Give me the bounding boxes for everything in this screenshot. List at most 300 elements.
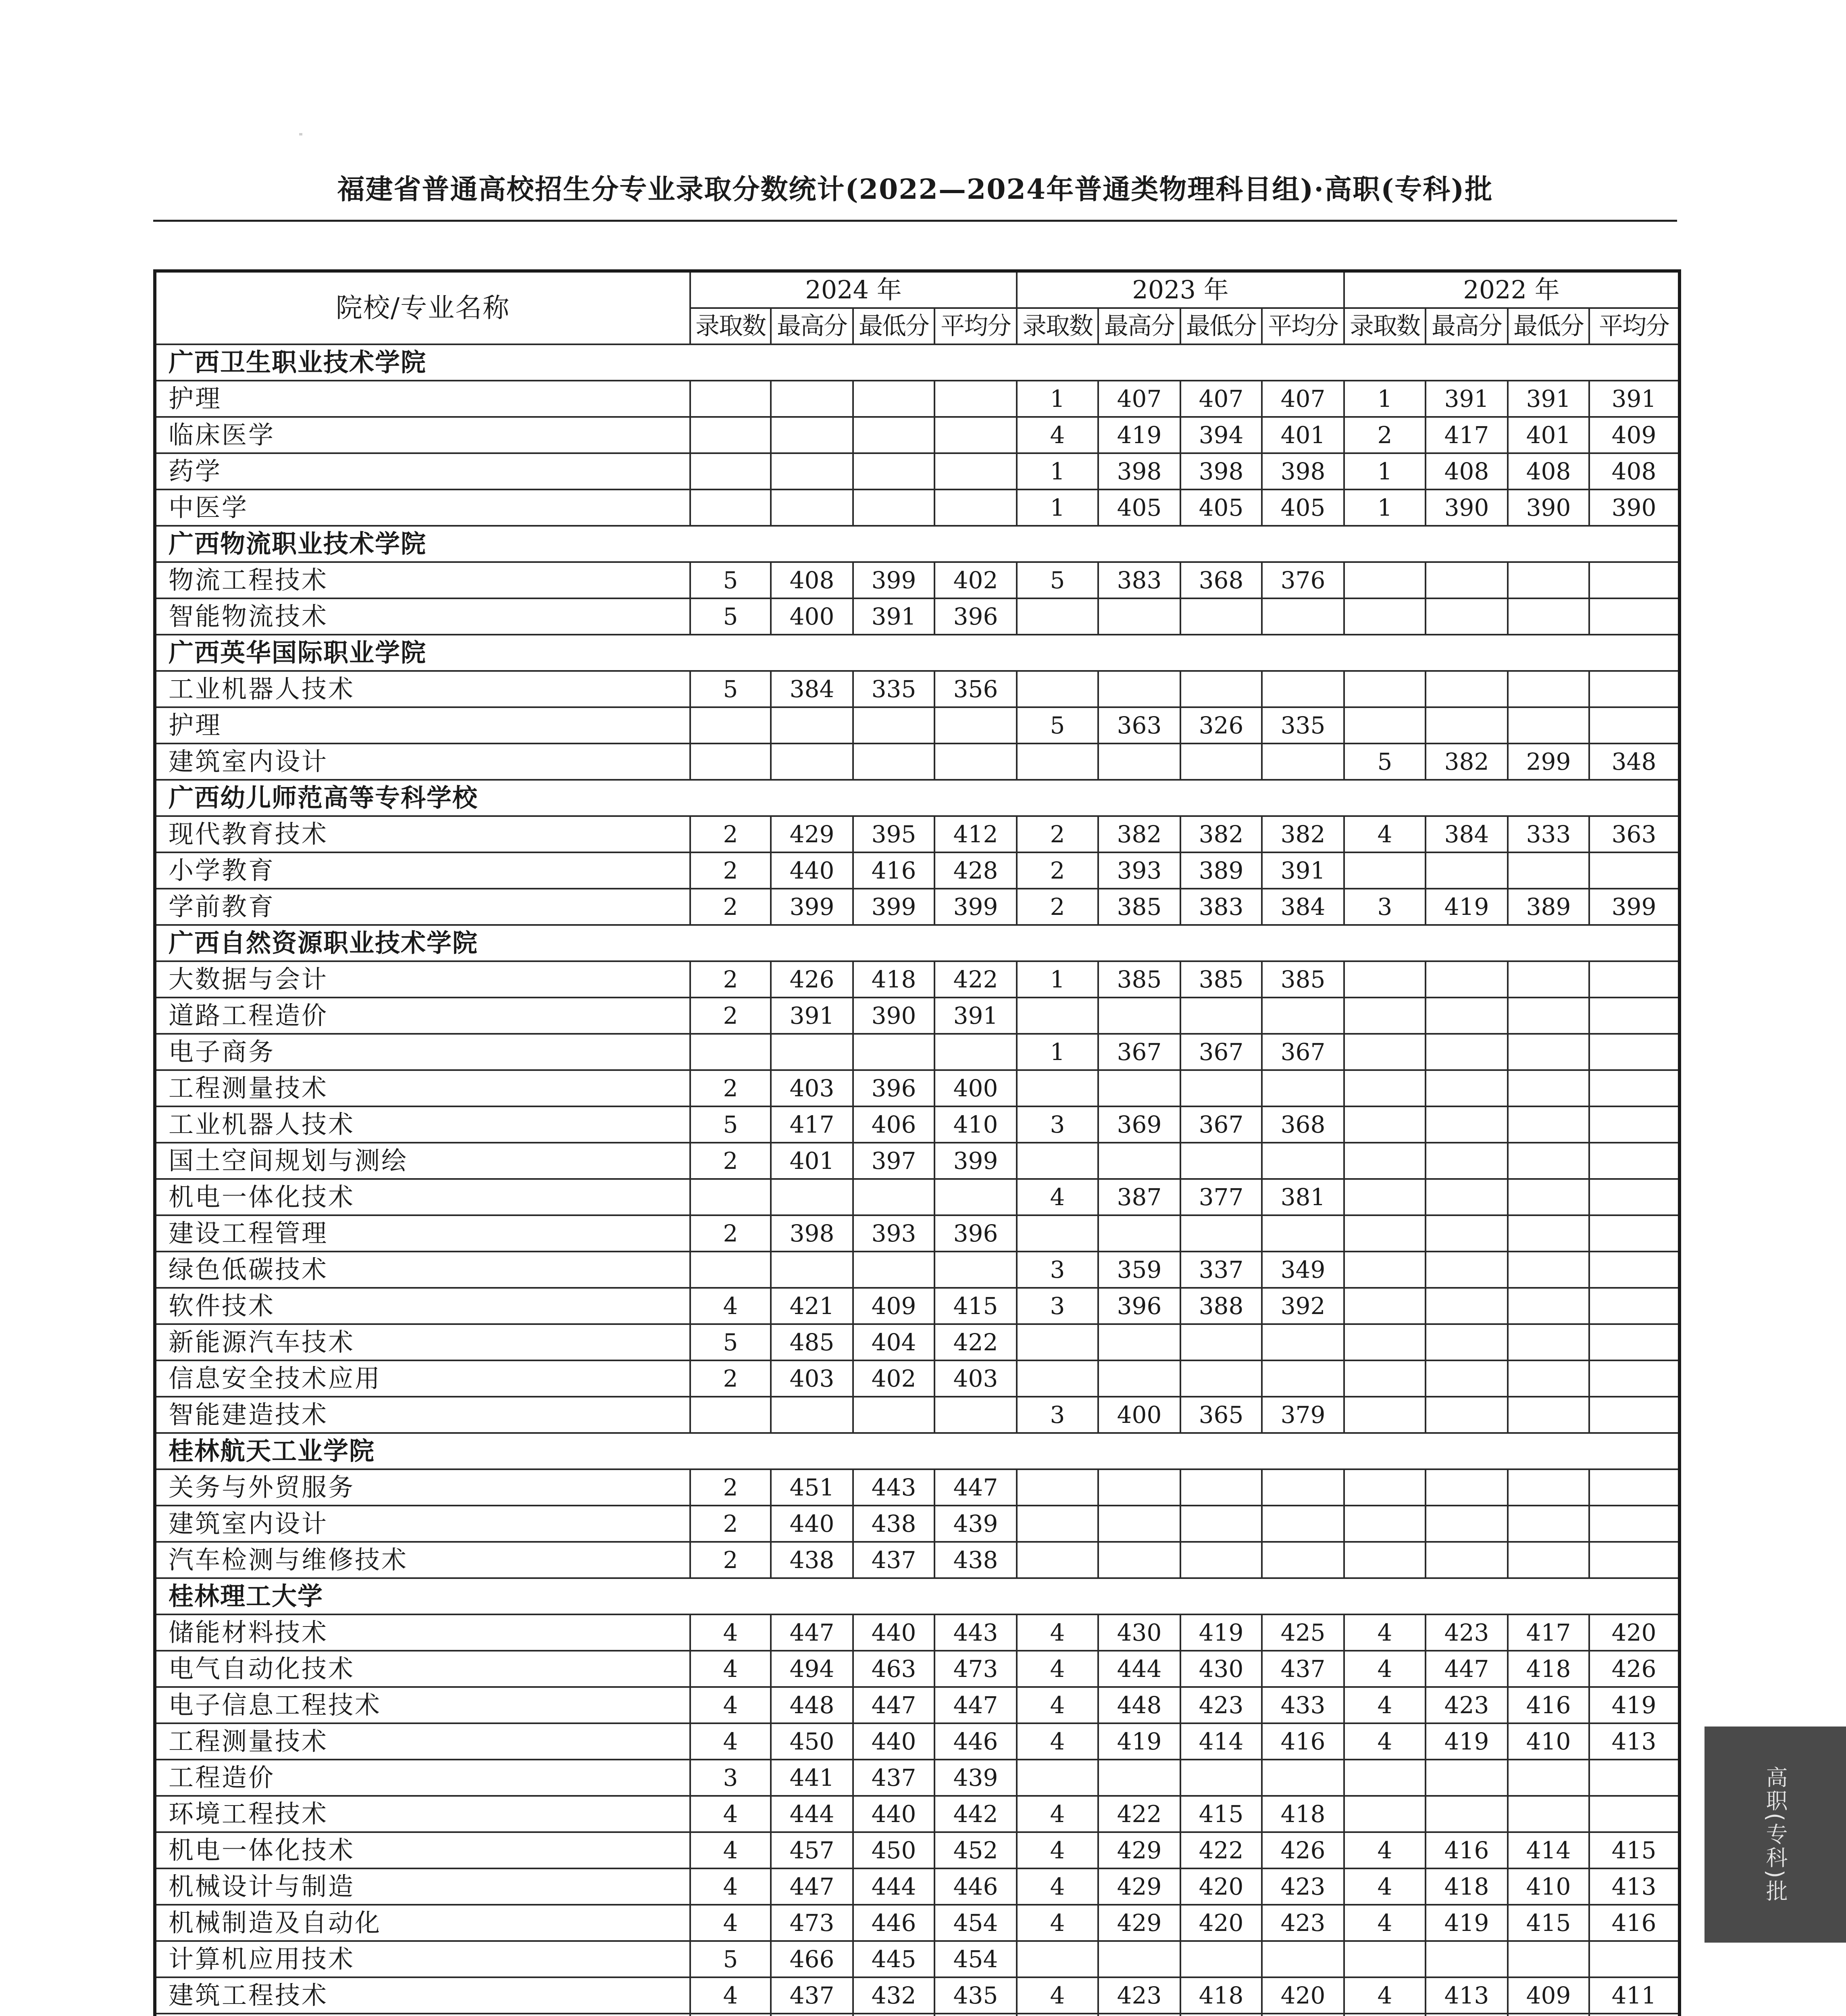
score-cell-2023-avg: 426 [1262,1832,1344,1868]
score-cell-2024-avg: 422 [934,1324,1017,1360]
score-cell-2022-max [1426,1760,1508,1796]
score-cell-2023-avg: 382 [1262,816,1344,852]
score-cell-2023-avg: 376 [1262,562,1344,598]
major-row [155,381,1680,417]
score-cell-2023-count: 3 [1017,1252,1098,1288]
score-cell-2024-count: 2 [690,1143,771,1179]
score-cell-2024-avg: 443 [934,1614,1017,1651]
score-cell-2024-count: 4 [690,1723,771,1760]
score-cell-2024-max: 421 [771,1288,853,1324]
major-name: 药学 [155,453,690,489]
score-cell-2022-avg: 413 [1589,1868,1680,1905]
score-cell-2022-avg: 399 [1589,889,1680,925]
score-cell-2022-min: 409 [1508,1977,1589,2014]
score-cell-2023-max: 385 [1098,889,1180,925]
major-row [155,562,1680,598]
major-row [155,1324,1680,1360]
score-cell-2023-avg: 367 [1262,1034,1344,1070]
table-header [155,271,1680,344]
major-row [155,1106,1680,1143]
score-cell-2022-count: 1 [1344,381,1426,417]
score-cell-2024-count: 4 [690,1614,771,1651]
score-cell-2024-min: 393 [853,1215,934,1252]
score-cell-2023-min [1180,744,1262,780]
score-cell-2022-count [1344,1106,1426,1143]
score-cell-2024-max [771,489,853,526]
score-cell-2022-count [1344,1288,1426,1324]
major-row [155,453,1680,489]
score-cell-2023-count: 4 [1017,1868,1098,1905]
metric-header-max: 最高分 [1426,308,1508,344]
score-cell-2022-min [1508,671,1589,707]
score-cell-2023-max: 429 [1098,1868,1180,1905]
score-cell-2022-count [1344,1506,1426,1542]
score-cell-2022-avg [1589,1760,1680,1796]
score-cell-2023-min [1180,1506,1262,1542]
score-cell-2022-max [1426,1542,1508,1578]
score-cell-2023-avg: 433 [1262,1687,1344,1723]
score-cell-2023-count [1017,1469,1098,1506]
score-cell-2024-avg: 422 [934,961,1017,998]
score-cell-2024-avg [934,1034,1017,1070]
score-cell-2024-max: 426 [771,961,853,998]
score-cell-2023-avg: 391 [1262,852,1344,889]
score-cell-2023-avg: 385 [1262,961,1344,998]
score-cell-2022-count [1344,1941,1426,1977]
score-cell-2022-avg [1589,1215,1680,1252]
major-row [155,417,1680,453]
score-cell-2023-avg: 420 [1262,1977,1344,2014]
score-cell-2024-count [690,417,771,453]
score-cell-2024-avg: 396 [934,598,1017,635]
score-cell-2023-count: 4 [1017,1614,1098,1651]
score-cell-2024-avg: 439 [934,1506,1017,1542]
score-cell-2024-count: 2 [690,1469,771,1506]
score-cell-2022-max [1426,1469,1508,1506]
major-row [155,1506,1680,1542]
score-cell-2022-min [1508,1215,1589,1252]
score-cell-2022-max [1426,1215,1508,1252]
score-cell-2022-min: 416 [1508,1687,1589,1723]
year-header-2022: 2022 年 [1344,271,1680,308]
score-cell-2022-max [1426,1796,1508,1832]
score-cell-2024-max [771,744,853,780]
score-cell-2022-min [1508,1252,1589,1288]
score-cell-2024-min: 450 [853,1832,934,1868]
metric-header-count: 录取数 [690,308,771,344]
major-name: 软件技术 [155,1288,690,1324]
score-cell-2024-max: 440 [771,852,853,889]
school-name: 广西卫生职业技术学院 [155,344,1680,381]
score-cell-2024-count: 2 [690,998,771,1034]
score-cell-2024-max: 444 [771,1796,853,1832]
score-cell-2023-min [1180,1760,1262,1796]
score-cell-2022-count: 4 [1344,816,1426,852]
score-cell-2022-min: 299 [1508,744,1589,780]
score-cell-2024-count: 2 [690,961,771,998]
score-cell-2022-min: 389 [1508,889,1589,925]
major-row [155,1288,1680,1324]
major-name: 建筑工程技术 [155,1977,690,2014]
score-cell-2022-max: 390 [1426,489,1508,526]
score-cell-2024-max [771,707,853,744]
major-name: 智能物流技术 [155,598,690,635]
score-cell-2022-count: 4 [1344,1687,1426,1723]
score-cell-2023-min: 422 [1180,1832,1262,1868]
score-cell-2023-avg [1262,1143,1344,1179]
score-cell-2024-count: 4 [690,1832,771,1868]
score-cell-2023-avg: 335 [1262,707,1344,744]
score-cell-2024-avg [934,1397,1017,1433]
score-cell-2023-min: 405 [1180,489,1262,526]
score-cell-2024-max [771,417,853,453]
score-cell-2023-min: 368 [1180,562,1262,598]
score-cell-2023-min: 414 [1180,1723,1262,1760]
major-name: 新能源汽车技术 [155,1324,690,1360]
score-cell-2024-max: 399 [771,889,853,925]
score-cell-2023-min: 419 [1180,1614,1262,1651]
score-cell-2023-max: 400 [1098,1397,1180,1433]
score-cell-2023-count: 1 [1017,489,1098,526]
score-cell-2024-avg: 447 [934,1469,1017,1506]
score-cell-2024-count: 2 [690,816,771,852]
score-cell-2024-count: 5 [690,671,771,707]
score-cell-2024-count: 3 [690,1760,771,1796]
score-cell-2023-max [1098,1215,1180,1252]
score-cell-2023-avg: 416 [1262,1723,1344,1760]
score-cell-2024-max: 398 [771,1215,853,1252]
score-cell-2024-min: 444 [853,1868,934,1905]
score-cell-2024-min: 391 [853,598,934,635]
major-row [155,2014,1680,2016]
major-name: 机电一体化技术 [155,1832,690,1868]
major-name: 工程测量技术 [155,1723,690,1760]
score-cell-2023-count: 3 [1017,1106,1098,1143]
score-cell-2022-min [1508,1179,1589,1215]
score-cell-2022-max [1426,998,1508,1034]
major-row [155,852,1680,889]
score-cell-2024-count [690,1397,771,1433]
score-cell-2024-min [853,1397,934,1433]
score-cell-2024-min: 440 [853,1796,934,1832]
score-cell-2024-min [853,1252,934,1288]
major-name: 工业机器人技术 [155,671,690,707]
score-cell-2023-max [1098,998,1180,1034]
score-cell-2024-min: 446 [853,1905,934,1941]
score-cell-2022-count: 5 [1344,744,1426,780]
score-cell-2022-max [1426,2014,1508,2016]
score-cell-2024-max: 494 [771,1651,853,1687]
score-cell-2023-avg: 349 [1262,1252,1344,1288]
score-cell-2022-avg: 419 [1589,1687,1680,1723]
score-cell-2023-count: 2 [1017,889,1098,925]
score-cell-2024-max: 441 [771,1760,853,1796]
score-cell-2022-min [1508,1070,1589,1106]
score-cell-2022-avg [1589,1506,1680,1542]
score-cell-2022-min [1508,1397,1589,1433]
score-cell-2022-max [1426,707,1508,744]
major-name: 护理 [155,707,690,744]
score-cell-2022-count [1344,1143,1426,1179]
score-cell-2024-max [771,1034,853,1070]
score-cell-2022-count: 4 [1344,1723,1426,1760]
score-cell-2022-count [1344,1034,1426,1070]
score-cell-2024-min [853,744,934,780]
score-cell-2023-count [1017,1324,1098,1360]
score-cell-2023-min: 367 [1180,1034,1262,1070]
score-cell-2022-avg: 348 [1589,744,1680,780]
score-cell-2024-avg: 402 [934,562,1017,598]
score-cell-2022-avg [1589,1034,1680,1070]
score-cell-2023-min [1180,1469,1262,1506]
score-cell-2024-count: 2 [690,852,771,889]
score-cell-2024-avg: 442 [934,1796,1017,1832]
score-cell-2024-count [690,1252,771,1288]
score-cell-2022-count: 4 [1344,1905,1426,1941]
score-cell-2023-count: 2 [1017,852,1098,889]
score-cell-2022-avg: 420 [1589,1614,1680,1651]
school-row [155,526,1680,562]
score-cell-2022-count [1344,1796,1426,1832]
score-cell-2022-min: 390 [1508,489,1589,526]
major-row [155,1941,1680,1977]
score-cell-2022-min [1508,707,1589,744]
score-cell-2022-min: 410 [1508,1723,1589,1760]
major-row [155,1614,1680,1651]
score-cell-2024-max [771,1252,853,1288]
major-row [155,1796,1680,1832]
score-cell-2024-min [853,489,934,526]
score-cell-2023-avg [1262,2014,1344,2016]
score-cell-2023-count [1017,2014,1098,2016]
score-cell-2022-count: 3 [1344,889,1426,925]
score-cell-2022-max [1426,1143,1508,1179]
score-cell-2023-avg [1262,744,1344,780]
score-cell-2023-avg: 384 [1262,889,1344,925]
score-cell-2024-max [771,381,853,417]
score-cell-2024-count [690,744,771,780]
score-cell-2022-max [1426,598,1508,635]
score-cell-2024-max: 485 [771,1324,853,1360]
school-row [155,780,1680,816]
score-cell-2023-max: 448 [1098,1687,1180,1723]
major-row [155,1832,1680,1868]
score-cell-2022-avg: 390 [1589,489,1680,526]
score-cell-2024-min: 432 [853,1977,934,2014]
score-cell-2022-min: 410 [1508,1868,1589,1905]
score-cell-2024-avg [934,744,1017,780]
score-cell-2022-avg: 413 [1589,1723,1680,1760]
score-cell-2024-max: 447 [771,1868,853,1905]
score-cell-2023-max: 385 [1098,961,1180,998]
score-cell-2022-min [1508,1324,1589,1360]
score-cell-2022-avg [1589,1288,1680,1324]
score-cell-2024-avg: 356 [934,671,1017,707]
score-cell-2023-max: 396 [1098,1288,1180,1324]
score-cell-2024-count [690,453,771,489]
score-cell-2022-avg [1589,998,1680,1034]
score-cell-2023-min [1180,1324,1262,1360]
score-cell-2023-min [1180,1143,1262,1179]
score-cell-2024-max: 400 [771,598,853,635]
score-cell-2022-count [1344,2014,1426,2016]
major-name: 机电一体化技术 [155,1179,690,1215]
school-row [155,635,1680,671]
major-name: 大数据与会计 [155,961,690,998]
score-cell-2022-avg: 426 [1589,1651,1680,1687]
school-name: 广西幼儿师范高等专科学校 [155,780,1680,816]
score-cell-2023-min: 389 [1180,852,1262,889]
score-cell-2023-max [1098,1324,1180,1360]
metric-header-avg: 平均分 [1589,308,1680,344]
score-cell-2022-max [1426,961,1508,998]
score-cell-2024-count: 4 [690,1977,771,2014]
score-cell-2023-max [1098,1360,1180,1397]
score-cell-2022-count [1344,961,1426,998]
year-header-row [155,271,1680,308]
score-cell-2023-count: 4 [1017,1905,1098,1941]
score-cell-2024-avg: 454 [934,1941,1017,1977]
score-cell-2023-max: 423 [1098,1977,1180,2014]
score-cell-2023-min [1180,1941,1262,1977]
score-cell-2023-min: 394 [1180,417,1262,453]
score-cell-2023-avg [1262,1941,1344,1977]
score-cell-2023-avg: 379 [1262,1397,1344,1433]
score-cell-2022-avg [1589,598,1680,635]
score-cell-2023-max [1098,1760,1180,1796]
scan-speck [299,133,302,135]
score-cell-2024-max: 417 [771,1106,853,1143]
metric-header-avg: 平均分 [934,308,1017,344]
year-header-2024: 2024 年 [690,271,1017,308]
score-cell-2023-min [1180,998,1262,1034]
score-cell-2023-count: 3 [1017,1397,1098,1433]
school-name: 桂林航天工业学院 [155,1433,1680,1469]
score-cell-2022-avg [1589,1397,1680,1433]
score-cell-2024-avg: 447 [934,1687,1017,1723]
score-cell-2022-count [1344,1360,1426,1397]
score-cell-2024-count [690,707,771,744]
major-row [155,1905,1680,1941]
major-row [155,598,1680,635]
score-cell-2023-avg: 437 [1262,1651,1344,1687]
major-name: 国土空间规划与测绘 [155,1143,690,1179]
major-row [155,707,1680,744]
score-cell-2022-min: 418 [1508,1651,1589,1687]
score-cell-2022-avg [1589,707,1680,744]
metric-header-max: 最高分 [771,308,853,344]
score-cell-2022-avg [1589,562,1680,598]
score-cell-2023-avg [1262,1324,1344,1360]
major-name: 中医学 [155,489,690,526]
score-cell-2022-min [1508,1360,1589,1397]
score-cell-2024-min: 440 [853,1614,934,1651]
score-cell-2022-min [1508,1469,1589,1506]
score-cell-2022-count: 2 [1344,417,1426,453]
major-row [155,1252,1680,1288]
score-cell-2024-avg: 399 [934,889,1017,925]
score-cell-2023-max: 419 [1098,417,1180,453]
major-name: 电子信息工程技术 [155,1687,690,1723]
score-cell-2023-max [1098,1941,1180,1977]
section-side-tab [1704,1727,1846,1943]
score-cell-2023-max [1098,2014,1180,2016]
score-cell-2024-min: 397 [853,1143,934,1179]
score-cell-2024-max: 438 [771,1542,853,1578]
score-cell-2022-max: 419 [1426,1905,1508,1941]
score-cell-2023-min [1180,598,1262,635]
score-cell-2022-avg [1589,1143,1680,1179]
score-cell-2022-max: 447 [1426,1651,1508,1687]
score-cell-2023-max: 363 [1098,707,1180,744]
score-cell-2024-count: 2 [690,1070,771,1106]
score-cell-2022-avg [1589,1070,1680,1106]
score-cell-2022-avg [1589,961,1680,998]
major-name: 工程造价 [155,1760,690,1796]
score-cell-2024-min: 447 [853,1687,934,1723]
score-cell-2024-count [690,1034,771,1070]
score-cell-2022-avg [1589,1796,1680,1832]
score-cell-2022-count [1344,1542,1426,1578]
score-cell-2022-max [1426,1034,1508,1070]
score-cell-2023-count: 1 [1017,453,1098,489]
score-cell-2023-count [1017,671,1098,707]
score-cell-2022-min: 415 [1508,1905,1589,1941]
major-name: 汽车检测与维修技术 [155,1542,690,1578]
major-name: 电气自动化技术 [155,1651,690,1687]
major-name: 现代教育技术 [155,816,690,852]
score-cell-2024-count: 5 [690,1106,771,1143]
score-cell-2022-count [1344,707,1426,744]
score-cell-2024-max: 447 [771,1614,853,1651]
score-cell-2022-max [1426,1070,1508,1106]
score-cell-2023-max: 429 [1098,1832,1180,1868]
major-name: 护理 [155,381,690,417]
score-cell-2022-max: 384 [1426,816,1508,852]
score-cell-2024-min [853,1179,934,1215]
score-cell-2023-max [1098,1469,1180,1506]
score-cell-2022-count [1344,1324,1426,1360]
major-row [155,816,1680,852]
score-cell-2024-avg: 438 [934,1542,1017,1578]
score-cell-2023-min: 420 [1180,1905,1262,1941]
score-cell-2022-max: 391 [1426,381,1508,417]
score-cell-2023-avg [1262,1542,1344,1578]
score-cell-2023-count: 4 [1017,1723,1098,1760]
score-cell-2024-min [853,707,934,744]
score-cell-2024-count [690,1179,771,1215]
score-cell-2023-min: 418 [1180,1977,1262,2014]
score-cell-2022-min [1508,1796,1589,1832]
score-cell-2023-max [1098,1542,1180,1578]
score-cell-2022-avg [1589,1252,1680,1288]
score-cell-2024-avg: 452 [934,1832,1017,1868]
score-cell-2024-max: 408 [771,562,853,598]
score-cell-2023-count [1017,744,1098,780]
score-cell-2023-min [1180,1360,1262,1397]
score-cell-2024-count [690,489,771,526]
score-cell-2024-min: 443 [853,1469,934,1506]
score-cell-2022-avg [1589,852,1680,889]
score-cell-2022-min [1508,1506,1589,1542]
score-cell-2022-max [1426,1397,1508,1433]
score-cell-2022-max [1426,671,1508,707]
score-cell-2022-min [1508,1288,1589,1324]
score-cell-2023-min [1180,671,1262,707]
score-cell-2024-min: 399 [853,889,934,925]
score-cell-2023-count: 4 [1017,1687,1098,1723]
score-cell-2024-max [771,1179,853,1215]
